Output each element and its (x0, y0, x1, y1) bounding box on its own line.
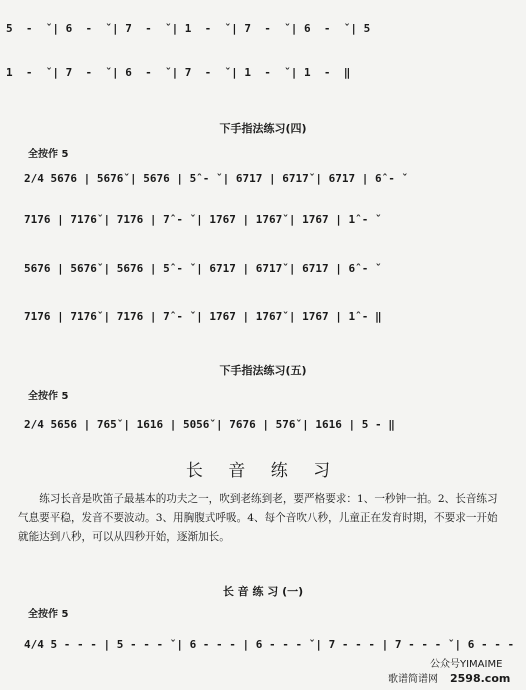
long-tone-paragraph: 练习长音是吹笛子最基本的功夫之一，吹到老练到老，要严格要求：1、一秒钟一拍。2、长音练习气息要平稳，发音不要波动。3、用胸腹式呼吸。4、每个音吹八秒，儿童正在发育时期，不要求一开始就能达到八秒，可以从四秒开始，逐渐加长。 (18, 493, 498, 543)
watermark-line3: 2598.com (450, 672, 511, 685)
section4-row-3: 5676 | 5676̌ | 5676 | 5̂ - ̌ | 6717 | 6717̌ | 6717 | 6̂ - ̌ (24, 262, 375, 275)
long-tone-1-title: 长 音 练 习 (一) (222, 585, 304, 598)
section4-title: 下手指法练习(四) (219, 122, 307, 135)
section4-row-4: 7176 | 7176̌ | 7176 | 7̂ - ̌ | 1767 | 1767̌ | 1767 | 1̂ - ‖ (24, 310, 382, 323)
long-tone-title: 长 音 练 习 (185, 461, 341, 481)
top-row-1: 5 - ̌ | 6 - ̌ | 7 - ̌ | 1 - ̌ | 7 - ̌ | 6 - ̌ | 5 (6, 22, 371, 35)
section4-key: 全按作 5 (28, 149, 69, 160)
long-tone-1-row-1: 4/4 5 - - - | 5 - - - ̌ | 6 - - - | 6 - - - ̌ | 7 - - - | 7 - - - ̌ | 6 - - - (24, 638, 515, 651)
section5-key: 全按作 5 (28, 391, 69, 402)
top-row-2: 1 - ̌ | 7 - ̌ | 6 - ̌ | 7 - ̌ | 1 - ̌ | 1 - ‖ (6, 66, 351, 79)
section4-row-2: 7176 | 7176̌ | 7176 | 7̂ - ̌ | 1767 | 1767̌ | 1767 | 1̂ - ̌ (24, 213, 375, 226)
watermark-line2: 歌谱简谱网 (388, 674, 438, 685)
section5-row-1: 2/4 5656 | 765̌ | 1616 | 5056̌ | 7676 | 576̌ | 1616 | 5 - ‖ (24, 418, 395, 431)
watermark-line1: 公众号YIMAIME (430, 659, 503, 670)
long-tone-1-key: 全按作 5 (28, 609, 69, 620)
section4-row-1: 2/4 5676 | 5676̌ | 5676 | 5̂ - ̌ | 6717 | 6717̌ | 6717 | 6̂ - ̌ (24, 172, 402, 185)
section5-title: 下手指法练习(五) (219, 364, 307, 377)
